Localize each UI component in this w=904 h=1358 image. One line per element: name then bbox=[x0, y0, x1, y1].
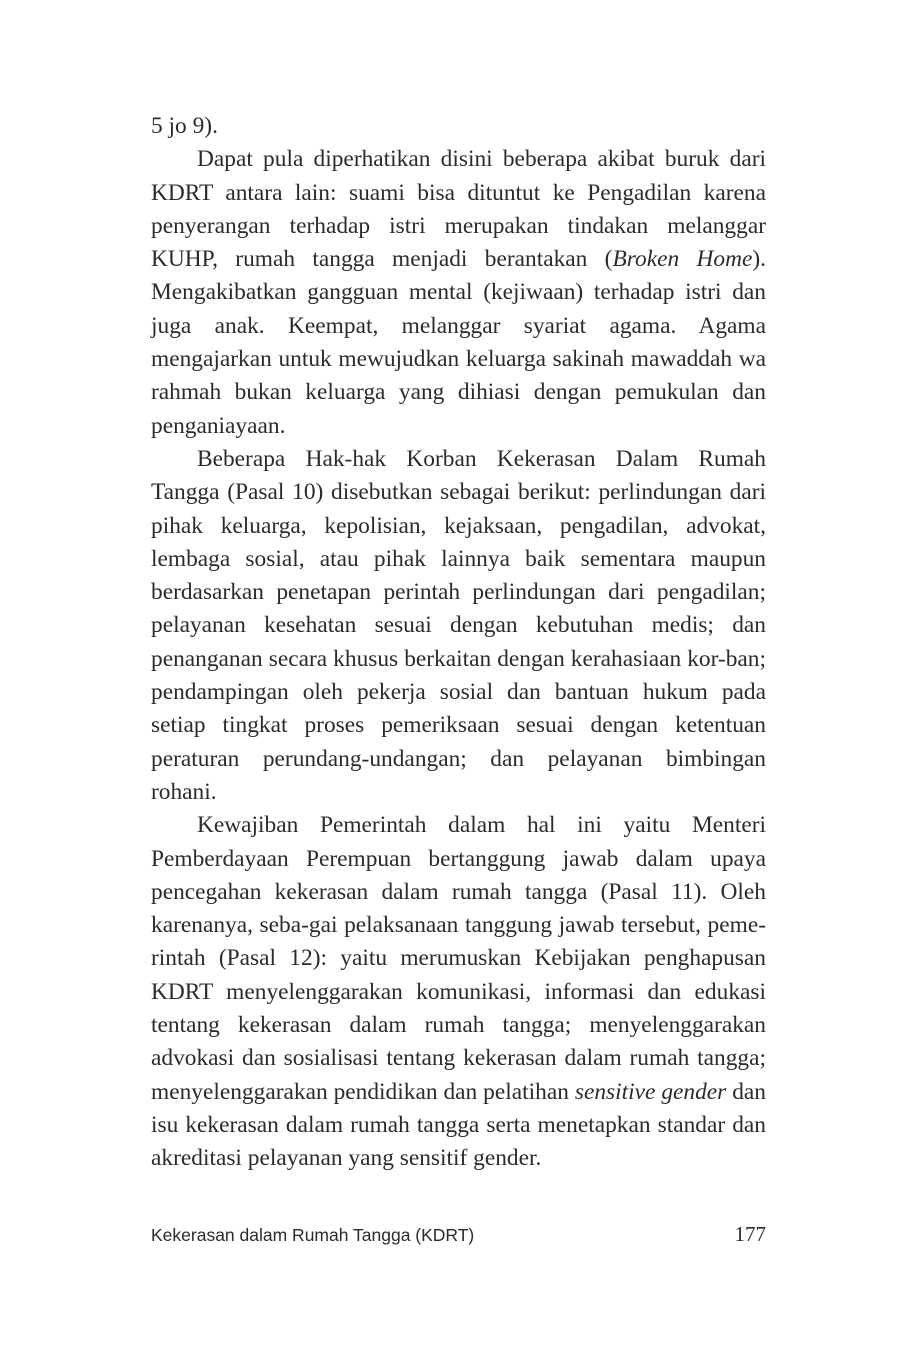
paragraph-text: Dapat pula diperhatikan disini beberapa akibat buruk dari KDRT antara lain: suami bisa dituntut ke Pengadilan karena penyerangan terhadap istri merupakan tindakan melanggar KUHP, rumah tangga menjadi berantakan ( bbox=[151, 146, 766, 273]
paragraph-text: dan isu kekerasan dalam rumah tangga serta menetapkan standar dan akreditasi pelayanan yang sensitif gender. bbox=[151, 1078, 766, 1172]
paragraph-kdrt-effects bbox=[151, 143, 766, 443]
paragraph-government-duties bbox=[151, 809, 766, 1175]
paragraph-victim-rights: Beberapa Hak-hak Korban Kekerasan Dalam Rumah Tangga (Pasal 10) disebutkan sebagai berikut: perlindungan dari pihak keluarga, kepolisian, kejaksaan, pengadilan, advokat, lembaga sosial, atau pihak lainnya baik sementara maupun berdasarkan penetapan perintah perlindungan dari pengadilan; pelayanan kesehatan sesuai dengan kebutuhan medis; dan penanganan secara khusus berkaitan dengan kerahasiaan kor-ban; pendampingan oleh pekerja sosial dan bantuan hukum pada setiap tingkat proses pemeriksaan sesuai dengan ketentuan peraturan perundang-undangan; dan pelayanan bimbingan rohani. bbox=[151, 445, 766, 805]
body-text bbox=[151, 110, 766, 1176]
paragraph-text: ). Mengakibatkan gangguan mental (kejiwaan) terhadap istri dan juga anak. Keempat, melanggar syariat agama. Agama mengajarkan untuk mewujudkan keluarga sakinah mawaddah wa rahmah bukan keluarga yang dihiasi dengan pemukulan dan penganiayaan. bbox=[151, 246, 767, 439]
page-number: 177 bbox=[734, 1222, 766, 1246]
running-title: Kekerasan dalam Rumah Tangga (KDRT) bbox=[151, 1225, 475, 1245]
italic-term: Broken Home bbox=[612, 246, 753, 273]
paragraph-continuation: 5 jo 9). bbox=[151, 113, 218, 139]
italic-term: sensitive gender bbox=[574, 1078, 727, 1105]
paragraph-text: Kewajiban Pemerintah dalam hal ini yaitu Menteri Pemberdayaan Perempuan bertanggung jawab dalam upaya pencegahan kekerasan dalam rumah tangga (Pasal 11). Oleh karenanya, seba-gai pelaksanaan tanggung jawab tersebut, peme-rintah (Pasal 12): yaitu merumuskan Kebijakan penghapusan KDRT menyelenggarakan komunikasi, informasi dan edukasi tentang kekerasan dalam rumah tangga; menyelenggarakan advokasi dan sosialisasi tentang kekerasan dalam rumah tangga; menyelenggarakan pendidikan dan pelatihan bbox=[151, 812, 766, 1105]
page-footer bbox=[151, 1222, 766, 1247]
